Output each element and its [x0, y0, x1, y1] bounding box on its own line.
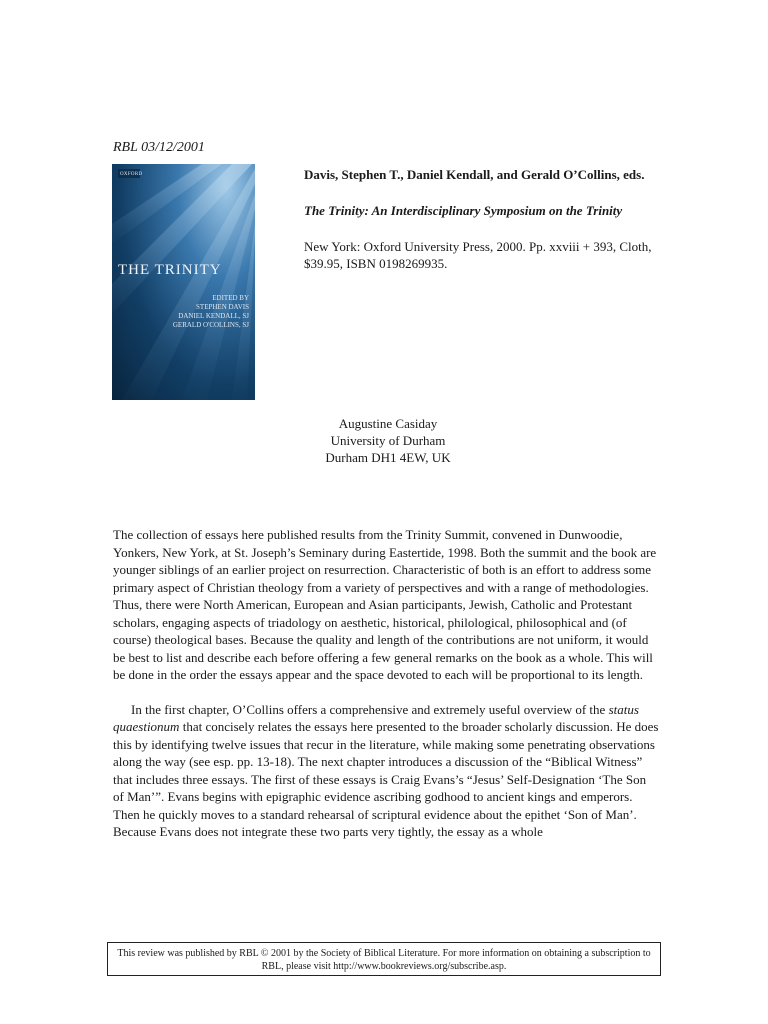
cover-publisher-logo: OXFORD [120, 172, 143, 177]
reviewer-block [260, 415, 516, 466]
book-metadata [304, 166, 654, 272]
body-paragraph [113, 701, 659, 841]
cover-editor: GERALD O'COLLINS, SJ [172, 321, 249, 329]
reviewer-address: Durham DH1 4EW, UK [325, 450, 451, 465]
rbl-identifier: RBL 03/12/2001 [113, 140, 205, 155]
paragraph-text: that concisely relates the essays here presented to the broader scholarly discussion. He does this by identifying twelve issues that recur in the literature, while making some penetrating observations along the way (see esp. pp. 13-18). The next chapter introduces a discussion of the “Biblical Witness” that includes three essays. The first of these essays is Craig Evans’s “Jesus’ Self-Designation ‘The Son of Man’”. Evans begins with epigraphic evidence ascribing godhood to ancient kings and emperors. Then he quickly moves to a standard rehearsal of scriptural evidence about the epithet ‘Son of Man’. Because Evans does not integrate these two parts very tightly, the essay as a whole [113, 719, 659, 839]
cover-editor: DANIEL KENDALL, SJ [178, 312, 249, 320]
cover-edited-by: EDITED BY [212, 294, 249, 302]
cover-editors [173, 294, 249, 330]
paragraph-text: In the first chapter, O’Collins offers a comprehensive and extremely useful overview of the [131, 701, 606, 717]
book-cover-image [112, 164, 255, 400]
cover-light-rays [112, 164, 255, 400]
reviewer-name: Augustine Casiday [338, 416, 438, 431]
copyright-notice: This review was published by RBL © 2001 by the Society of Biblical Literature. For more information on obtaining a subscription to RBL, please visit http://www.bookreviews.org/subscribe.asp. [107, 942, 661, 976]
italic-term: status quaestionum [113, 701, 639, 734]
book-authors: Davis, Stephen T., Daniel Kendall, and Gerald O’Collins, eds. [304, 167, 645, 182]
cover-editor: STEPHEN DAVIS [196, 303, 249, 311]
body-paragraph: The collection of essays here published results from the Trinity Summit, convened in Dunwoodie, Yonkers, New York, at St. Joseph’s Seminary during Eastertide, 1998. Both the summit and the book are younger siblings of an earlier project on resurrection. Characteristic of both is an effort to address some primary aspect of Christian theology from a variety of perspectives and with a range of methodologies. Thus, there were North American, European and Asian participants, Jewish, Catholic and Protestant scholars, engaging aspects of triadology on aesthetic, historical, philological, philosophical and (of course) theological bases. Because the quality and length of the contributions are not uniform, it would be best to list and describe each before offering a few general remarks on the book as a whole. This will be done in the order the essays appear and the space devoted to each will be proportional to its length. [113, 527, 657, 682]
book-title: The Trinity: An Interdisciplinary Symposium on the Trinity [304, 203, 623, 218]
reviewer-institution: University of Durham [330, 433, 446, 448]
review-body [113, 526, 659, 841]
cover-title: THE TRINITY [118, 262, 222, 278]
publication-info: New York: Oxford University Press, 2000. Pp. xxviii + 393, Cloth, $39.95, ISBN 0198269935. [304, 239, 652, 271]
